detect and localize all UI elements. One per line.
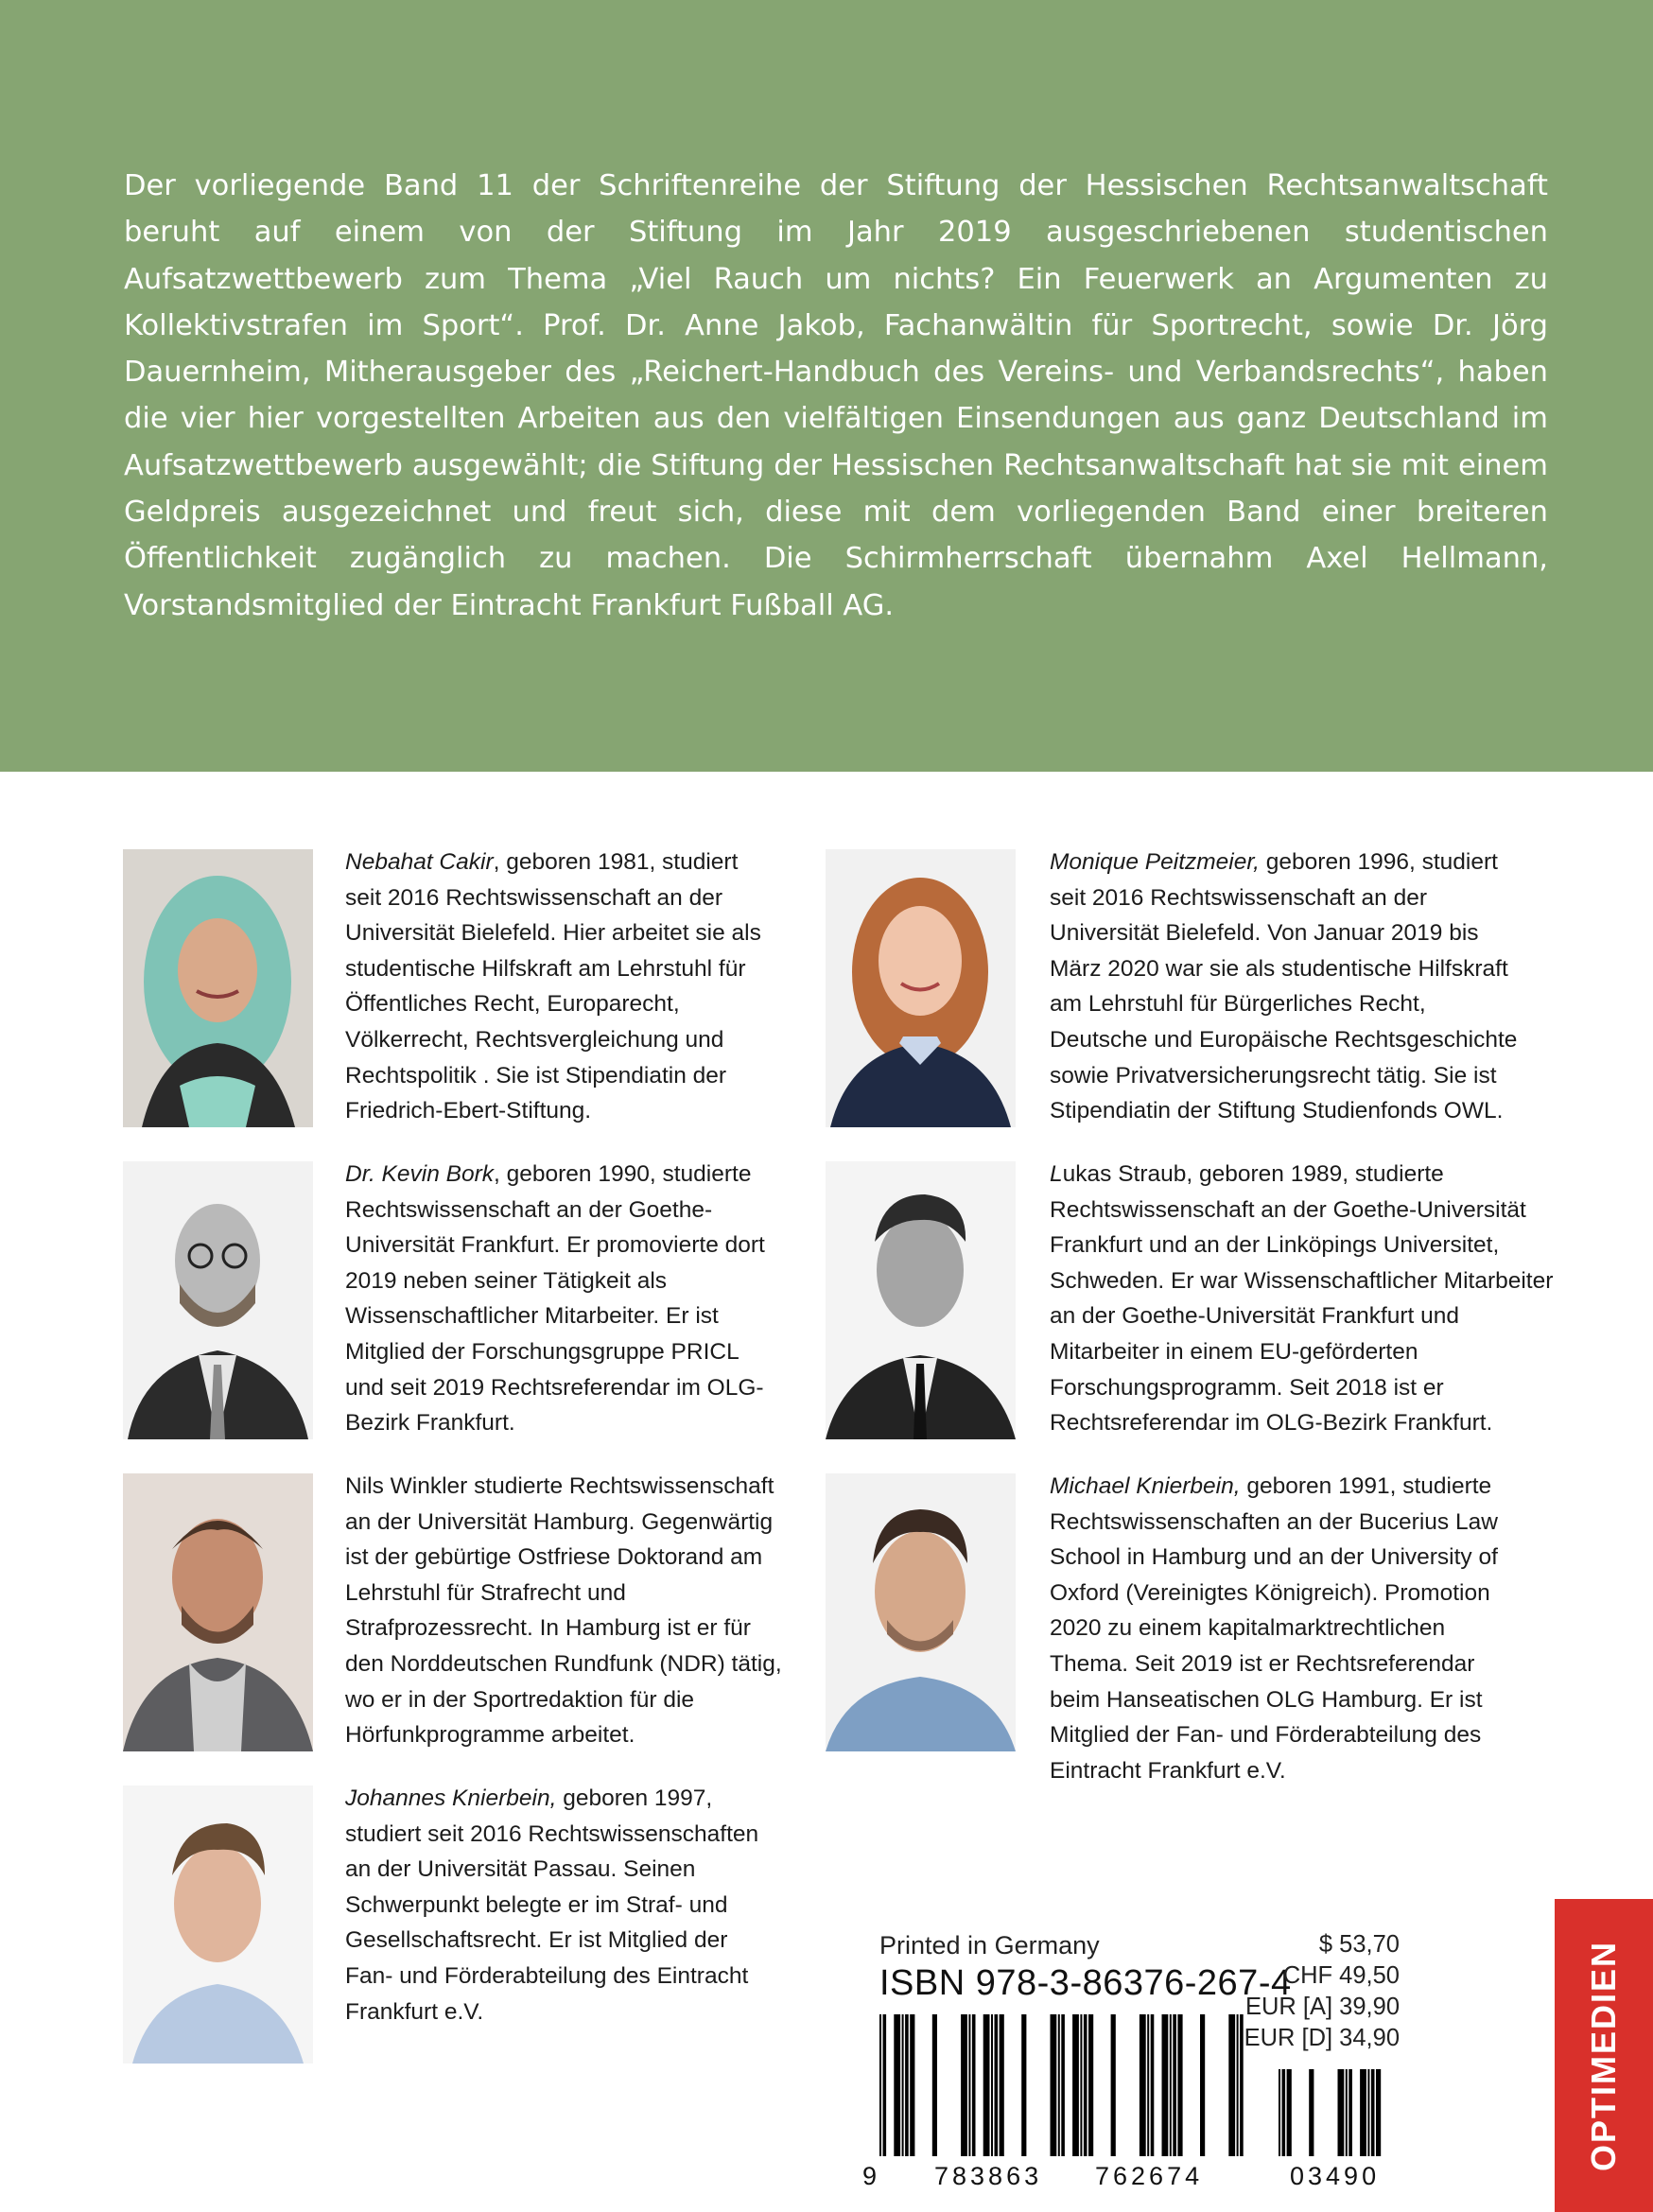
barcode-digits-addon: 03490 (1290, 2162, 1381, 2190)
barcode-bar (1348, 2069, 1352, 2156)
barcode-bar (1237, 2014, 1239, 2156)
author-bio-nils-winkler (345, 1469, 794, 1753)
author-bio-lukas-straub (1050, 1157, 1560, 1441)
barcode-bar (1140, 2014, 1146, 2156)
barcode-bar (1371, 2069, 1375, 2156)
barcode-bar (972, 2014, 976, 2156)
barcode-bar (1346, 2069, 1348, 2156)
barcode-bar (1367, 2069, 1369, 2156)
barcode-bar (1151, 2014, 1155, 2156)
barcode-bar (883, 2014, 887, 2156)
barcode-bar (910, 2014, 914, 2156)
barcode-bar (1177, 2014, 1182, 2156)
barcode-bar (879, 2014, 881, 2156)
barcode-bar (905, 2014, 909, 2156)
barcode-bar (1051, 2014, 1057, 2156)
barcode-bar (902, 2014, 904, 2156)
barcode-bar (1282, 2069, 1286, 2156)
barcode-addon (1279, 2069, 1398, 2156)
barcode-bar (1309, 2069, 1314, 2156)
barcode-bar (1240, 2014, 1244, 2156)
barcode-bar (1021, 2014, 1026, 2156)
author-bio-kevin-bork (345, 1157, 771, 1441)
barcode-bar (1147, 2014, 1149, 2156)
author-name: Dr. Kevin Bork (345, 1161, 495, 1187)
blurb-panel (0, 0, 1653, 772)
author-bio-text: geboren 1996, studiert seit 2016 Rechtswissenschaft an der Universität Bielefeld. Von Januar 2019 bis März 2020 war sie als studentische Hilfskraft am Lehrstuhl für Bürgerliches Recht, Deutsche und Europäische Rechtsgeschichte sowie Privatversicherungsrecht tätig. Sie ist Stipendiatin der Stiftung Studienfonds OWL. (1050, 849, 1518, 1124)
author-bio-text: ukas Straub, geboren 1989, studierte Rechtswissenschaft an der Goethe-Universität Frankfurt und an der Linköpings Universitet, Schweden. Er war Wissenschaftlicher Mitarbeiter an der Goethe-Universität Frankfurt und Mitarbeiter in einem EU-geförderten Forschungsprogramm. Seit 2018 ist er Rechtsreferendar im OLG-Bezirk Frankfurt. (1050, 1161, 1554, 1437)
barcode-bar (894, 2014, 900, 2156)
barcode-digit-prefix: 9 (862, 2162, 878, 2190)
imprint-box (862, 1931, 1400, 2196)
barcode-bar (1000, 2014, 1004, 2156)
barcode-bar (983, 2014, 990, 2156)
barcode-bar (1080, 2014, 1082, 2156)
author-photo-nils-winkler (123, 1473, 313, 1751)
barcode-bar (1084, 2014, 1088, 2156)
price-usd: $ 53,70 (1318, 1931, 1400, 1958)
barcode-bar (932, 2014, 937, 2156)
blurb-text: Der vorliegende Band 11 der Schriftenreihe der Stiftung der Hessischen Rechtsanwaltschaft beruht auf einem von der Stiftung im Jahr 2019 ausgeschriebenen studentischen Aufsatzwettbewerb zum Thema „Viel Rauch um nichts? Ein Feuerwerk an Argumenten zu Kollektivstrafen im Sport“. Prof. Dr. Anne Jakob, Fachanwältin für Sportrecht, sowie Dr. Jörg Dauernheim, Mitherausgeber des „Reichert-Handbuch des Vereins- und Verbandsrechts“, haben die vier hier vorgestellten Arbeiten aus den vielfältigen Einsendungen aus ganz Deutschland im Aufsatzwettbewerb ausgewählt; die Stiftung der Hessischen Rechtsanwaltschaft hat sie mit einem Geldpreis ausgezeichnet und freut sich, diese mit dem vorliegenden Band einer breiteren Öffentlichkeit zugänglich zu machen. Die Schirmherrschaft übernahm Axel Hellmann, Vorstandsmitglied der Eintracht Frankfurt Fußball AG. (124, 169, 1548, 622)
barcode-bar (1360, 2069, 1366, 2156)
price-chf: CHF 49,50 (1282, 1962, 1400, 1989)
author-photo-nebahat-cakir (123, 849, 313, 1127)
author-bio-text: , geboren 1990, studierte Rechtswissenschaft an der Goethe-Universität Frankfurt. Er promovierte dort 2019 neben seiner Tätigkeit als Wissenschaftlicher Mitarbeiter. Er ist Mitglied der Forschungsgruppe PRICL und seit 2019 Rechtsreferendar im OLG-Bezirk Frankfurt. (345, 1161, 765, 1437)
author-bio-nebahat-cakir (345, 845, 771, 1129)
author-name: Monique Peitzmeier, (1050, 849, 1260, 875)
barcode-ean (879, 2014, 1254, 2156)
barcode-bar (1170, 2014, 1172, 2156)
barcode-bar (995, 2014, 999, 2156)
author-name: Nebahat Cakir (345, 849, 494, 875)
barcode-bar (1162, 2014, 1169, 2156)
author-bio-johannes-knierbein (345, 1781, 771, 2029)
author-photo-monique-peitzmeier (826, 849, 1016, 1127)
author-photo-kevin-bork (123, 1161, 313, 1439)
barcode-bar (961, 2014, 967, 2156)
author-photo-michael-knierbein (826, 1473, 1016, 1751)
barcode-bar (1088, 2014, 1093, 2156)
publisher-tab (1555, 1899, 1653, 2212)
barcode-bar (1173, 2014, 1176, 2156)
author-name: Michael Knierbein, (1050, 1473, 1241, 1499)
barcode-digits-right: 762674 (1095, 2162, 1204, 2190)
author-name: L (1050, 1161, 1063, 1187)
price-eur-a: EUR [A] 39,90 (1245, 1994, 1400, 2020)
barcode-bar (1200, 2014, 1205, 2156)
isbn-label: ISBN 978-3-86376-267-4 (879, 1963, 1292, 2003)
publisher-name: OPTIMEDIEN (1584, 1940, 1623, 2171)
barcode-bar (1279, 2069, 1280, 2156)
barcode-bar (1058, 2014, 1060, 2156)
author-bio-monique-peitzmeier (1050, 845, 1522, 1129)
barcode-bar (1111, 2014, 1116, 2156)
author-photo-johannes-knierbein (123, 1785, 313, 2064)
author-bio-text: geboren 1991, studierte Rechtswissenschaften an der Bucerius Law School in Hamburg und an der University of Oxford (Vereinigtes Königreich). Promotion 2020 zu einem kapitalmarktrechtlichen Thema. Seit 2019 ist er Rechtsreferendar beim Hanseatischen OLG Hamburg. Er ist Mitglied der Fan- und Förderabteilung des Eintracht Frankfurt e.V. (1050, 1473, 1498, 1784)
barcode-bar (1287, 2069, 1292, 2156)
barcode-bar (968, 2014, 970, 2156)
author-bio-text: , geboren 1981, studiert seit 2016 Rechtswissenschaft an der Universität Bielefeld. Hier arbeitet sie als studentische Hilfskraft am Lehrstuhl für Öffentliches Recht, Europarecht, Völkerrecht, Rechtsvergleichung und Rechtspolitik . Sie ist Stipendiatin der Friedrich-Ebert-Stiftung. (345, 849, 761, 1124)
barcode-bar (1072, 2014, 1079, 2156)
barcode-bar (1376, 2069, 1381, 2156)
author-bio-text: geboren 1997, studiert seit 2016 Rechtswissenschaften an der Universität Passau. Seinen Schwerpunkt belegte er im Straf- und Gesellschaftsrecht. Er ist Mitglied der Fan- und Förderabteilung des Eintracht Frankfurt e.V. (345, 1785, 759, 2025)
barcode-bar (991, 2014, 993, 2156)
barcode-bar (1061, 2014, 1065, 2156)
price-eur-d: EUR [D] 34,90 (1244, 2025, 1400, 2051)
author-bio-michael-knierbein (1050, 1469, 1522, 1788)
barcode-digits-left: 783863 (934, 2162, 1043, 2190)
author-name: Johannes Knierbein, (345, 1785, 557, 1811)
author-photo-lukas-straub (826, 1161, 1016, 1439)
printed-in-label: Printed in Germany (879, 1931, 1100, 1959)
barcode-bar (1338, 2069, 1345, 2156)
barcode-bar (1228, 2014, 1235, 2156)
author-bio-text: Nils Winkler studierte Rechtswissenschaft an der Universität Hamburg. Gegenwärtig ist der gebürtige Ostfriese Doktorand am Lehrstuhl für Strafrecht und Strafprozessrecht. In Hamburg ist er für den Norddeutschen Rundfunk (NDR) tätig, wo er in der Sportredaktion für die Hörfunkprogramme arbeitet. (345, 1473, 782, 1749)
